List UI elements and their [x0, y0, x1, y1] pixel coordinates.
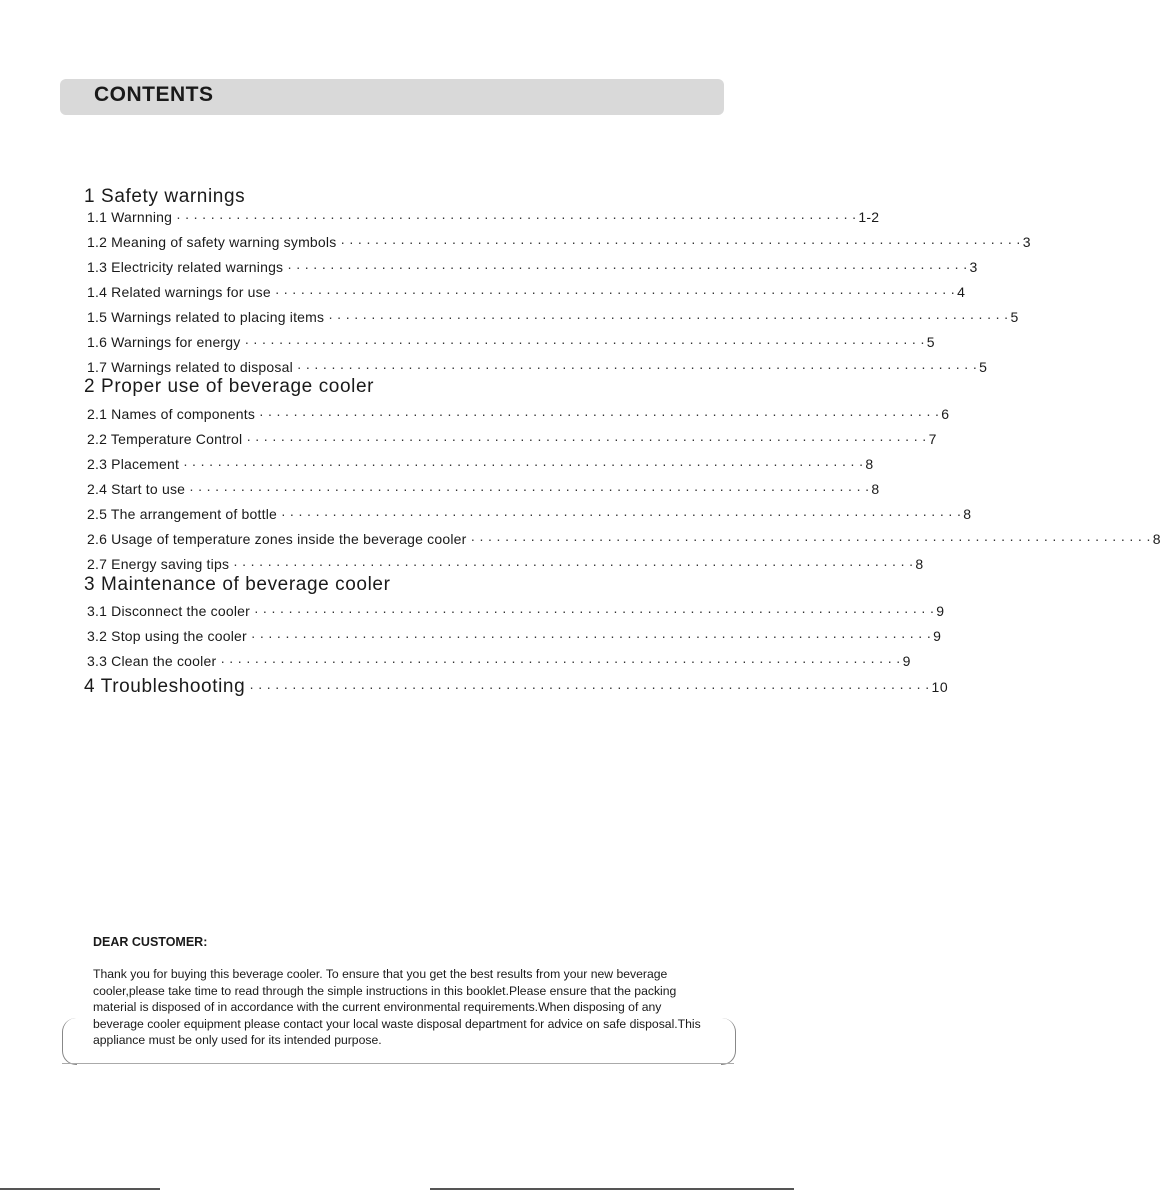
toc-entry[interactable]	[87, 528, 1161, 550]
toc-entry[interactable]	[87, 231, 1031, 253]
dot-leader: · · · · · · · · · · · · · · · · · · · · · · · · · · · · · · · · · · · · · · · · · · · · · · · · · · · · · · · · · · · · · · · · · · · · · · · · · · · · · · · ·	[274, 284, 956, 300]
toc-entry-page: 8	[871, 481, 880, 497]
toc-entry-page: 10	[931, 679, 949, 695]
toc-entry-page: 8	[865, 456, 874, 472]
left-bracket-decoration	[62, 1018, 77, 1065]
toc-entry[interactable]	[87, 356, 988, 378]
section-heading: 2 Proper use of beverage cooler	[84, 376, 375, 397]
toc-entry-label: 3.1 Disconnect the cooler	[87, 603, 250, 619]
toc-entry-page: 9	[933, 628, 942, 644]
toc-entry-label: 1.7 Warnings related to disposal	[87, 359, 293, 375]
customer-heading: DEAR CUSTOMER:	[93, 935, 208, 949]
dot-leader: · · · · · · · · · · · · · · · · · · · · · · · · · · · · · · · · · · · · · · · · · · · · · · · · · · · · · · · · · · · · · · · · · · · · · · · · · · · · · · · ·	[244, 334, 925, 350]
toc-entry-page: 3	[1022, 234, 1031, 250]
section-heading: 3 Maintenance of beverage cooler	[84, 574, 391, 595]
toc-entry[interactable]	[87, 331, 935, 353]
toc-entry-label: 2.4 Start to use	[87, 481, 186, 497]
customer-body: Thank you for buying this beverage cooler. To ensure that you get the best results from your new beverage cooler,please take time to read through the simple instructions in this booklet.Please ensure that the packing material is disposed of in accordance with the current environmental requirements.When disposing of any beverage cooler equipment please contact your local waste disposal department for advice on safe disposal.This appliance must be only used for its intended purpose.	[93, 967, 701, 1048]
toc-entry[interactable]	[87, 625, 942, 647]
toc-entry-label: 2.6 Usage of temperature zones inside the beverage cooler	[87, 531, 467, 547]
dot-leader: · · · · · · · · · · · · · · · · · · · · · · · · · · · · · · · · · · · · · · · · · · · · · · · · · · · · · · · · · · · · · · · · · · · · · · · · · · · · · · · ·	[281, 506, 962, 522]
toc-entry[interactable]	[87, 553, 924, 575]
toc-entry-label: 2.7 Energy saving tips	[87, 556, 230, 572]
dot-leader: · · · · · · · · · · · · · · · · · · · · · · · · · · · · · · · · · · · · · · · · · · · · · · · · · · · · · · · · · · · · · · · · · · · · · · · · · · · · · · · ·	[183, 456, 864, 472]
toc-entry[interactable]	[87, 503, 972, 525]
toc-entry-label: 3.3 Clean the cooler	[87, 653, 217, 669]
toc-entry-label: 2.2 Temperature Control	[87, 431, 243, 447]
dot-leader: · · · · · · · · · · · · · · · · · · · · · · · · · · · · · · · · · · · · · · · · · · · · · · · · · · · · · · · · · · · · · · · · · · · · · · · · · · · · · · · ·	[287, 259, 968, 275]
toc-entry-page: 9	[902, 653, 911, 669]
customer-notice	[93, 934, 713, 1048]
divider	[62, 1063, 734, 1064]
dot-leader: · · · · · · · · · · · · · · · · · · · · · · · · · · · · · · · · · · · · · · · · · · · · · · · · · · · · · · · · · · · · · · · · · · · · · · · · · · · · · · · ·	[189, 481, 870, 497]
contents-header-bar	[60, 79, 724, 115]
dot-leader: · · · · · · · · · · · · · · · · · · · · · · · · · · · · · · · · · · · · · · · · · · · · · · · · · · · · · · · · · · · · · · · · · · · · · · · · · · · · · · · ·	[250, 628, 932, 644]
toc-entry-page: 7	[928, 431, 937, 447]
toc-entry-page: 1-2	[858, 209, 880, 225]
toc-entry-page: 3	[969, 259, 978, 275]
toc-entry-label: 1.3 Electricity related warnings	[87, 259, 284, 275]
toc-entry[interactable]	[87, 281, 966, 303]
toc-entry-page: 8	[963, 506, 972, 522]
toc-entry[interactable]	[87, 600, 945, 622]
toc-entry-page: 5	[1010, 309, 1019, 325]
toc-entry-label: 1.2 Meaning of safety warning symbols	[87, 234, 337, 250]
toc-entry-page: 8	[915, 556, 924, 572]
toc-entry-page: 5	[926, 334, 935, 350]
toc-entry-label: 2.1 Names of components	[87, 406, 256, 422]
dot-leader: · · · · · · · · · · · · · · · · · · · · · · · · · · · · · · · · · · · · · · · · · · · · · · · · · · · · · · · · · · · · · · · · · · · · · · · · · · · · · · · ·	[246, 431, 927, 447]
toc-entry-page: 5	[979, 359, 988, 375]
toc-entry[interactable]	[87, 478, 880, 500]
toc-entry-page: 9	[936, 603, 945, 619]
dot-leader: · · · · · · · · · · · · · · · · · · · · · · · · · · · · · · · · · · · · · · · · · · · · · · · · · · · · · · · · · · · · · · · · · · · · · · · · · · · · · · · ·	[259, 406, 940, 422]
toc-entry-page: 4	[957, 284, 966, 300]
dot-leader: · · · · · · · · · · · · · · · · · · · · · · · · · · · · · · · · · · · · · · · · · · · · · · · · · · · · · · · · · · · · · · · · · · · · · · · · · · · · · · · ·	[340, 234, 1021, 250]
toc-entry-label: 3.2 Stop using the cooler	[87, 628, 247, 644]
toc-entry-page: 8	[1152, 531, 1161, 547]
dot-leader: · · · · · · · · · · · · · · · · · · · · · · · · · · · · · · · · · · · · · · · · · · · · · · · · · · · · · · · · · · · · · · · · · · · · · · · · · · · · · · · ·	[253, 603, 935, 619]
dot-leader: · · · · · · · · · · · · · · · · · · · · · · · · · · · · · · · · · · · · · · · · · · · · · · · · · · · · · · · · · · · · · · · · · · · · · · · · · · · · · · · ·	[233, 556, 914, 572]
section-heading: 1 Safety warnings	[84, 186, 246, 207]
dot-leader: · · · · · · · · · · · · · · · · · · · · · · · · · · · · · · · · · · · · · · · · · · · · · · · · · · · · · · · · · · · · · · · · · · · · · · · · · · · · · · · ·	[296, 359, 978, 375]
toc-entry-label: 4 Troubleshooting	[84, 676, 246, 697]
toc-entry-label: 1.4 Related warnings for use	[87, 284, 271, 300]
toc-entry-label: 1.6 Warnings for energy	[87, 334, 241, 350]
footer-mark	[0, 1188, 160, 1190]
dot-leader: · · · · · · · · · · · · · · · · · · · · · · · · · · · · · · · · · · · · · · · · · · · · · · · · · · · · · · · · · · · · · · · · · · · · · · · · · · · · · · · ·	[328, 309, 1009, 325]
footer-mark	[430, 1188, 794, 1190]
toc-entry[interactable]	[87, 403, 950, 425]
toc-entry[interactable]	[87, 650, 911, 672]
toc-entry[interactable]	[87, 256, 978, 278]
dot-leader: · · · · · · · · · · · · · · · · · · · · · · · · · · · · · · · · · · · · · · · · · · · · · · · · · · · · · · · · · · · · · · · · · · · · · · · · · · · · · · · ·	[249, 679, 930, 695]
dot-leader: · · · · · · · · · · · · · · · · · · · · · · · · · · · · · · · · · · · · · · · · · · · · · · · · · · · · · · · · · · · · · · · · · · · · · · · · · · · · · · · ·	[220, 653, 901, 669]
toc-entry[interactable]	[87, 428, 937, 450]
toc-entry[interactable]	[87, 206, 880, 228]
toc-entry-label: 2.5 The arrangement of bottle	[87, 506, 277, 522]
right-bracket-decoration	[721, 1018, 736, 1065]
toc-entry[interactable]	[87, 306, 1019, 328]
toc-entry-label: 2.3 Placement	[87, 456, 180, 472]
toc-entry-label: 1.1 Warnning	[87, 209, 173, 225]
toc-entry-label: 1.5 Warnings related to placing items	[87, 309, 325, 325]
dot-leader: · · · · · · · · · · · · · · · · · · · · · · · · · · · · · · · · · · · · · · · · · · · · · · · · · · · · · · · · · · · · · · · · · · · · · · · · · · · · · · · ·	[176, 209, 857, 225]
page-title: CONTENTS	[94, 83, 214, 106]
toc-entry-page: 6	[941, 406, 950, 422]
toc-entry[interactable]	[84, 676, 949, 698]
toc-entry[interactable]	[87, 453, 874, 475]
dot-leader: · · · · · · · · · · · · · · · · · · · · · · · · · · · · · · · · · · · · · · · · · · · · · · · · · · · · · · · · · · · · · · · · · · · · · · · · · · · · · · · ·	[470, 531, 1151, 547]
